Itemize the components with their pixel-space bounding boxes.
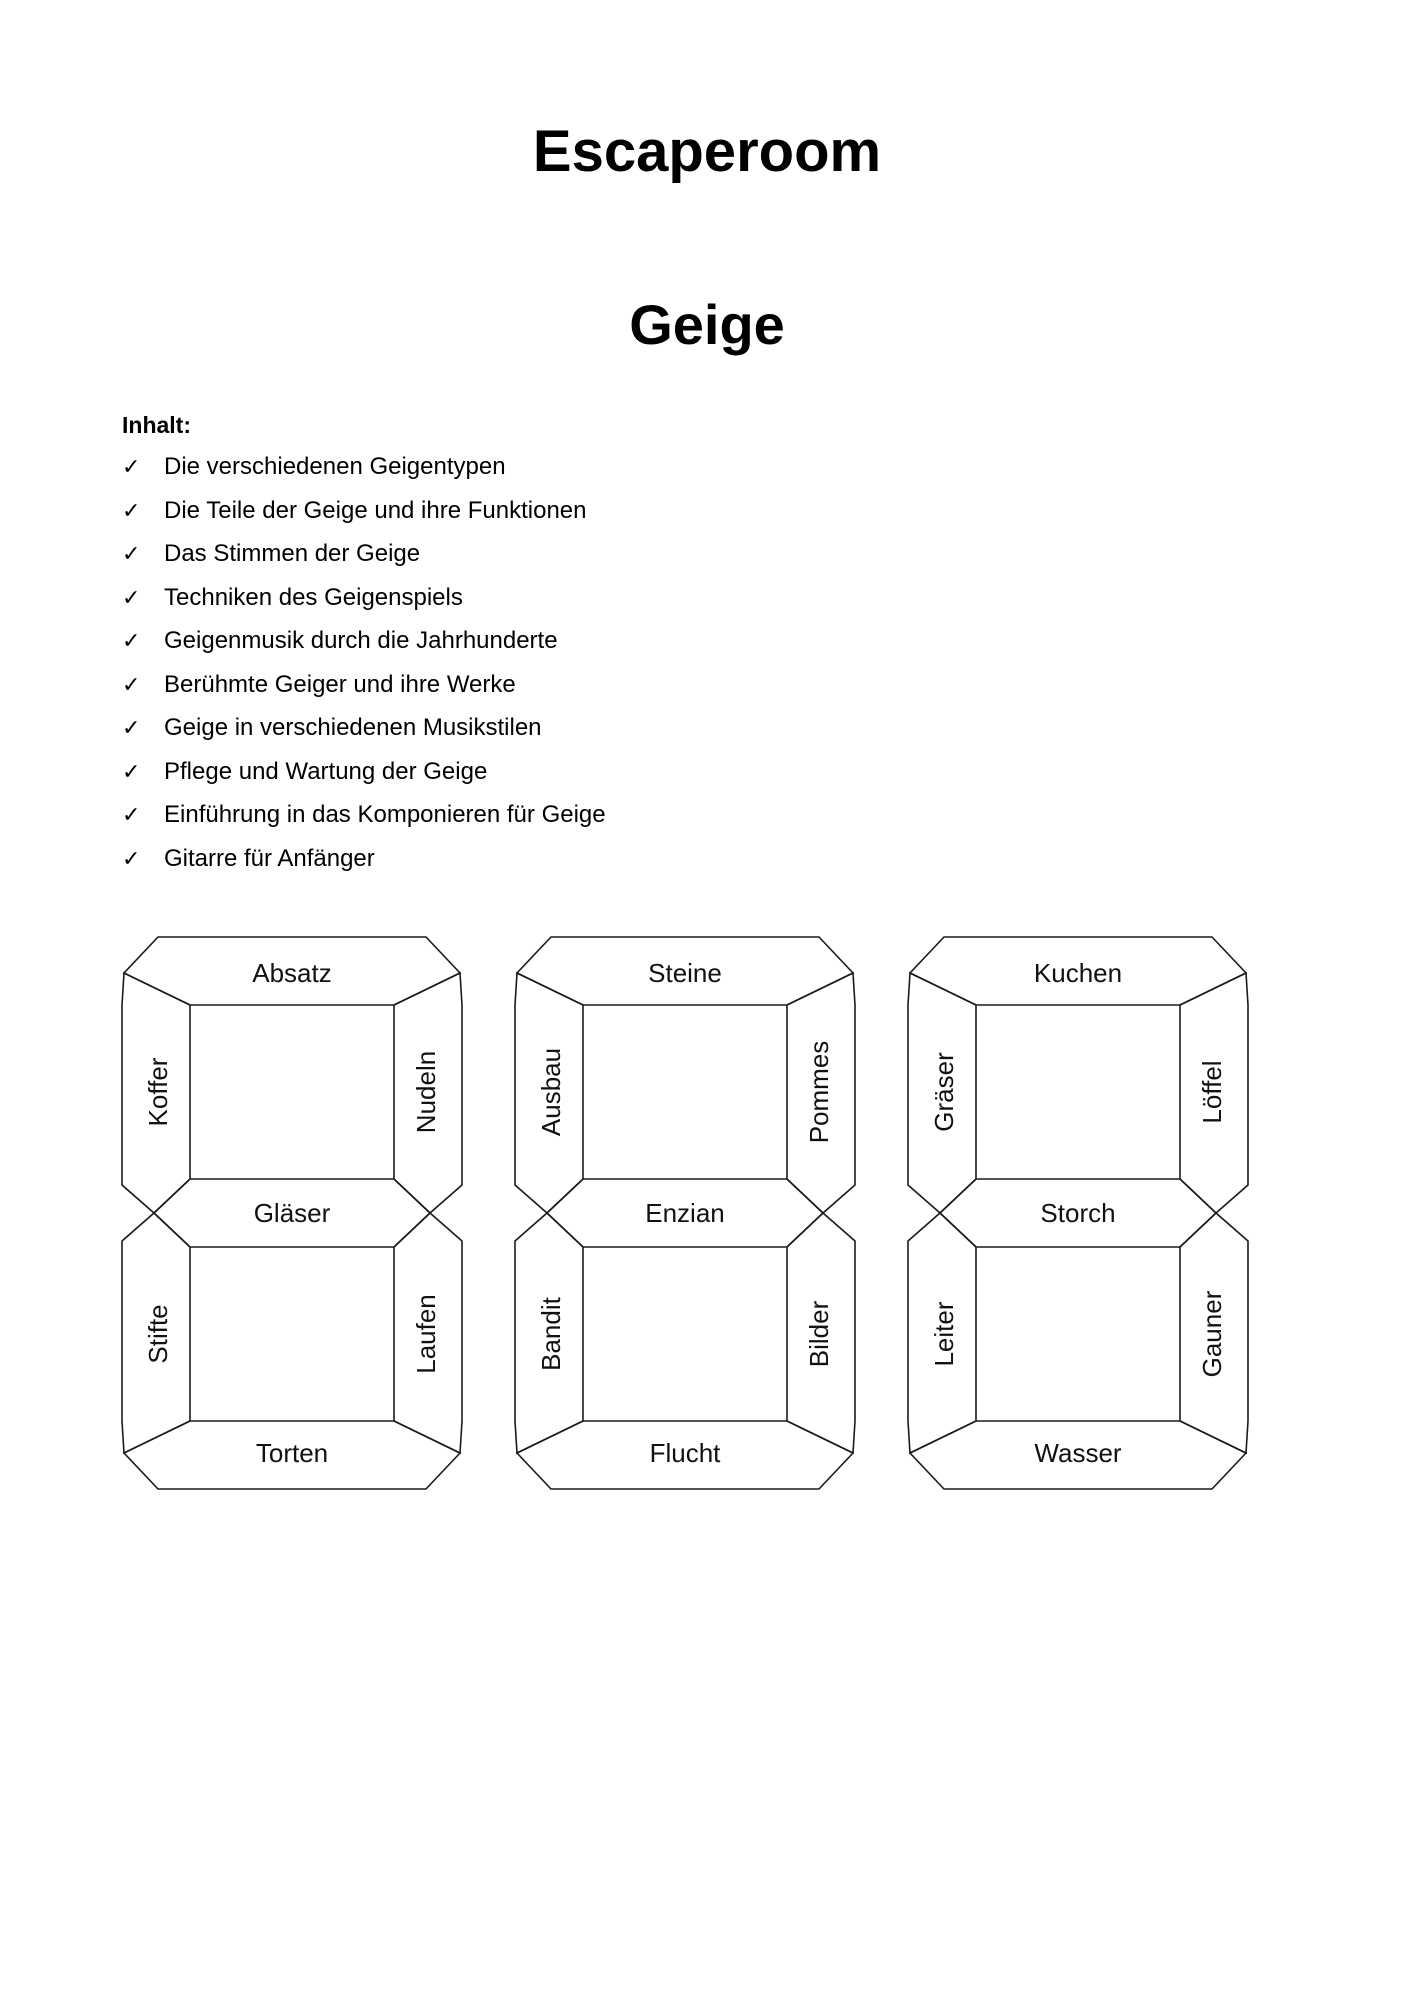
segment-label-bottom: Wasser [1034,1438,1122,1468]
checkmark-icon: ✓ [122,671,141,697]
page-title: Escaperoom [532,119,882,184]
contents-item-text: Berühmte Geiger und ihre Werke [164,670,516,698]
checkmark-icon: ✓ [122,715,141,740]
segment-label-top-left: Gräser [929,1052,959,1132]
segment-label-bottom-left: Leiter [929,1301,959,1367]
segment-label-bottom: Flucht [649,1438,721,1468]
checkmark-icon: ✓ [122,454,141,479]
segment-label-bottom-left: Bandit [536,1297,566,1371]
checkmark-icon: ✓ [122,584,141,610]
checkmark-icon: ✓ [122,541,141,566]
contents-item-text: Pflege und Wartung der Geige [164,757,488,785]
contents-item-text: Die verschiedenen Geigentypen [164,453,506,480]
segment-label-bottom-right: Gauner [1197,1290,1227,1378]
segment-label-top-left: Koffer [143,1057,173,1127]
segment-label-top: Steine [648,958,722,988]
segment-label-bottom-right: Bilder [804,1300,834,1368]
checkmark-icon: ✓ [122,497,141,523]
segment-label-bottom: Torten [255,1438,329,1468]
segment-label-top-right: Löffel [1197,1060,1227,1124]
checkmark-icon: ✓ [122,802,141,827]
segment-label-middle: Enzian [645,1198,725,1228]
segment-label-top-right: Nudeln [411,1050,441,1134]
segment-label-top-left: Ausbau [536,1047,566,1137]
contents-item-text: Gitarre für Anfänger [164,844,375,872]
segment-label-middle: Storch [1040,1198,1116,1228]
contents-item-text: Geigenmusik durch die Jahrhunderte [164,627,558,654]
segment-label-middle: Gläser [253,1198,331,1228]
contents-label: Inhalt: [122,412,191,438]
page-subtitle: Geige [629,293,785,356]
checkmark-icon: ✓ [122,628,141,653]
segment-label-bottom-right: Laufen [411,1294,441,1374]
contents-item-text: Das Stimmen der Geige [164,540,421,567]
segment-label-top: Kuchen [1033,958,1123,988]
contents-item-text: Geige in verschiedenen Musikstilen [164,714,542,741]
contents-item-text: Einführung in das Komponieren für Geige [164,801,606,828]
contents-item-text: Techniken des Geigenspiels [164,583,463,611]
segment-label-top: Absatz [252,958,332,988]
contents-item-text: Die Teile der Geige und ihre Funktionen [164,496,587,524]
checkmark-icon: ✓ [122,758,141,784]
segment-label-top-right: Pommes [804,1040,834,1144]
checkmark-icon: ✓ [122,845,141,871]
segment-label-bottom-left: Stifte [143,1304,173,1364]
